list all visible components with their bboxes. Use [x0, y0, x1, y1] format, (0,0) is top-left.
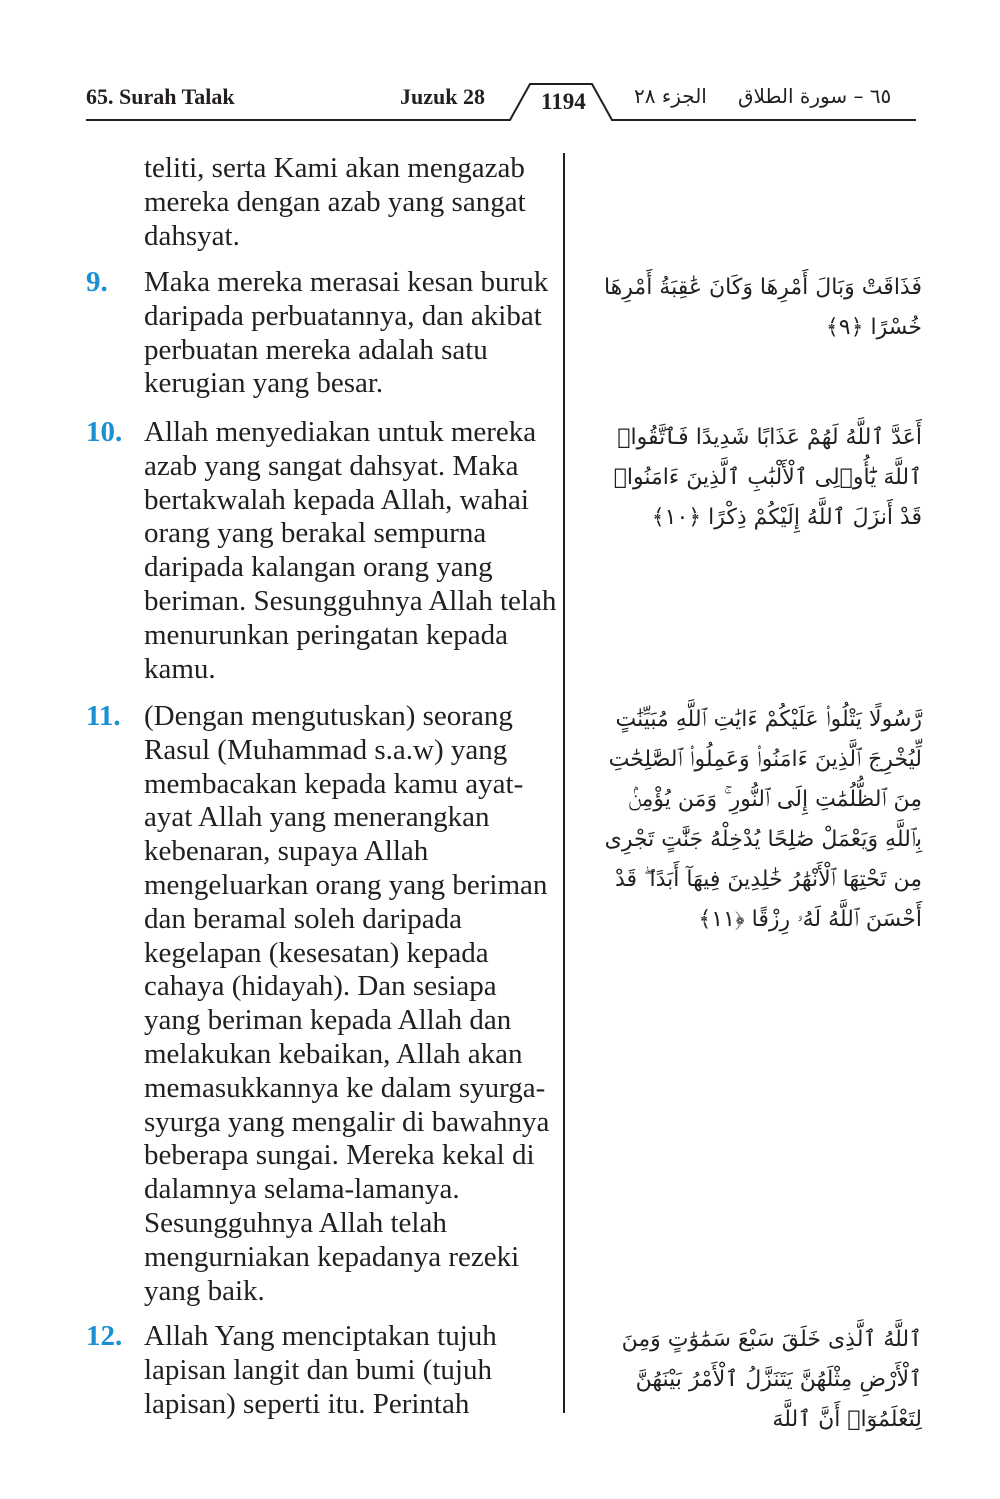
- arabic-verse-12: ٱللَّهُ ٱلَّذِى خَلَقَ سَبْعَ سَمَٰوَٰتٍ وَمِنَ ٱلْأَرْضِ مِثْلَهُنَّ يَتَنَزَّلُ ٱلْأَمْرُ بَيْنَهُنَّ لِتَعْلَمُوٓا۟ أَنَّ ٱللَّهَ: [621, 1327, 922, 1432]
- arabic-verse-9: فَذَاقَتْ وَبَالَ أَمْرِهَا وَكَانَ عَٰقِبَةُ أَمْرِهَا خُسْرًا ﴿٩﴾: [603, 275, 922, 340]
- verse-number: 11.: [86, 700, 121, 732]
- header-surah-arabic: ٦٥ – سورة الطلاق: [738, 84, 892, 108]
- verse-text: Allah Yang menciptakan tujuh lapisan langit dan bumi (tujuh lapisan) seperti itu. Perintah: [144, 1320, 497, 1420]
- arabic-verse-10: أَعَدَّ ٱللَّهُ لَهُمْ عَذَابًا شَدِيدًا فَٱتَّقُوا۟ ٱللَّهَ يَٰٓأُو۟لِى ٱلْأَلْبَٰبِ ٱلَّذِينَ ءَامَنُوا۟ قَدْ أَنزَلَ ٱللَّهُ إِلَيْكُمْ ذِكْرًا ﴿١٠﴾: [613, 425, 922, 530]
- verse-11: [86, 700, 558, 1308]
- verse-text: teliti, serta Kami akan mengazab mereka dengan azab yang sangat dahsyat.: [144, 152, 526, 252]
- header-rule: [0, 0, 1000, 130]
- verse-9: [86, 266, 558, 401]
- verse-number: 12.: [86, 1320, 123, 1352]
- header-surah-label: 65. Surah Talak: [86, 84, 235, 109]
- verse-number: 10.: [86, 416, 123, 448]
- verse-text: (Dengan mengutuskan) seorang Rasul (Muhammad s.a.w) yang membacakan kepada kamu ayat-ayat Allah yang menerangkan kebenaran, supaya Allah mengeluarkan orang yang beriman dan beramal soleh daripada kegelapan (kesesatan) kepada cahaya (hidayah). Dan sesiapa yang beriman kepada Allah dan melakukan kebaikan, Allah akan memasukkannya ke dalam syurga-syurga yang mengalir di bawahnya beberapa sungai. Mereka kekal di dalamnya selama-lamanya. Sesungguhnya Allah telah mengurniakan kepadanya rezeki yang baik.: [144, 700, 550, 1307]
- header-juzuk-label: Juzuk 28: [400, 84, 485, 109]
- verse-text: Allah menyediakan untuk mereka azab yang sangat dahsyat. Maka bertakwalah kepada Allah, wahai orang yang berakal sempurna daripada kalangan orang yang beriman. Sesungguhnya Allah telah menurunkan peringatan kepada kamu.: [144, 416, 557, 685]
- verse-12: [86, 1320, 558, 1421]
- verse-10: [86, 416, 558, 686]
- verse-text: Maka mereka merasai kesan buruk daripada perbuatannya, dan akibat perbuatan mereka adalah satu kerugian yang besar.: [144, 266, 549, 400]
- translation-continuation: [86, 152, 558, 253]
- verse-number: 9.: [86, 266, 108, 298]
- column-divider: [563, 153, 565, 1413]
- arabic-verse-11: رَّسُولًا يَتْلُوا۟ عَلَيْكُمْ ءَايَٰتِ ٱللَّهِ مُبَيِّنَٰتٍ لِّيُخْرِجَ ٱلَّذِينَ ءَامَنُوا۟ وَعَمِلُوا۟ ٱلصَّٰلِحَٰتِ مِنَ ٱلظُّلُمَٰتِ إِلَى ٱلنُّورِ ۚ وَمَن يُؤْمِنۢ بِٱللَّهِ وَيَعْمَلْ صَٰلِحًا يُدْخِلْهُ جَنَّٰتٍ تَجْرِى مِن تَحْتِهَا ٱلْأَنْهَٰرُ خَٰلِدِينَ فِيهَآ أَبَدًا ۖ قَدْ أَحْسَنَ ٱللَّهُ لَهُۥ رِزْقًا ﴿١١﴾: [604, 707, 922, 932]
- header-juz-arabic: الجزء ٢٨: [634, 84, 707, 108]
- page-number: 1194: [541, 89, 586, 114]
